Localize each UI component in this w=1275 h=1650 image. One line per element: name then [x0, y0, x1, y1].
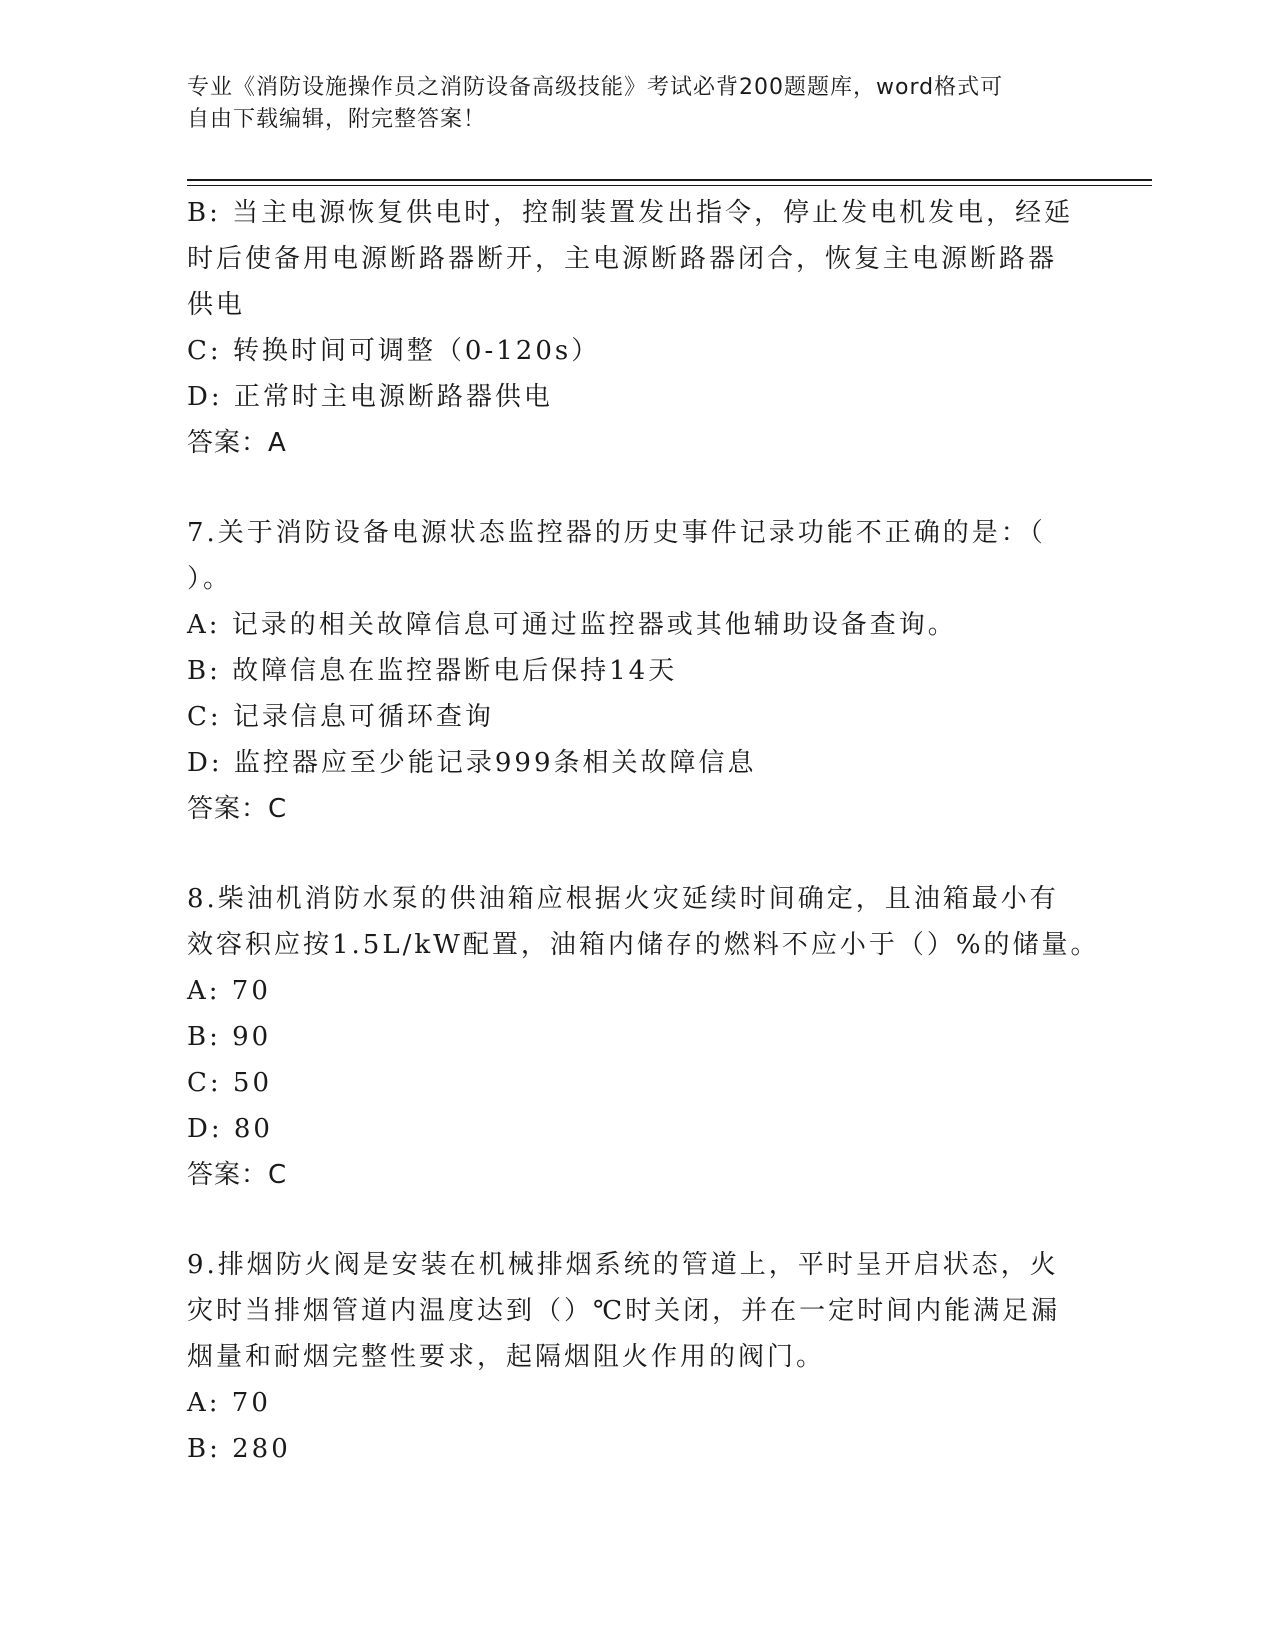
option-d: D: 80 [187, 1114, 273, 1144]
header-line-2: 自由下载编辑，附完整答案！ [187, 107, 487, 132]
spacer [187, 466, 1087, 510]
option-b-line-2: 时后使备用电源断路器断开，主电源断路器闭合，恢复主电源断路器 [187, 244, 1058, 274]
previous-question [187, 190, 1087, 466]
header-rule-thick [187, 179, 1152, 181]
option-d: D: 监控器应至少能记录999条相关故障信息 [187, 748, 757, 778]
document-header [187, 72, 1067, 136]
answer: 答案：A [187, 428, 287, 458]
option-d: D: 正常时主电源断路器供电 [187, 382, 553, 412]
option-a: A: 70 [187, 1388, 271, 1418]
question-stem-line-1: 9.排烟防火阀是安装在机械排烟系统的管道上，平时呈开启状态，火 [187, 1250, 1059, 1280]
option-c: C: 记录信息可循环查询 [187, 702, 494, 732]
question-stem-line-2: 灾时当排烟管道内温度达到（）℃时关闭，并在一定时间内能满足漏 [187, 1296, 1061, 1326]
question-8 [187, 876, 1100, 1198]
answer: 答案：C [187, 794, 288, 824]
option-a: A: 记录的相关故障信息可通过监控器或其他辅助设备查询。 [187, 610, 957, 640]
spacer [187, 1198, 1087, 1242]
answer: 答案：C [187, 1160, 288, 1190]
option-b: B: 故障信息在监控器断电后保持14天 [187, 656, 678, 686]
question-stem-line-2: ）。 [187, 564, 233, 594]
option-a: A: 70 [187, 976, 271, 1006]
question-stem-line-2: 效容积应按1.5L/kW配置，油箱内储存的燃料不应小于（）%的储量。 [187, 930, 1100, 960]
option-c: C: 转换时间可调整（0-120s） [187, 336, 601, 366]
option-c: C: 50 [187, 1068, 273, 1098]
option-b: B: 90 [187, 1022, 272, 1052]
question-stem-line-3: 烟量和耐烟完整性要求，起隔烟阻火作用的阀门。 [187, 1342, 826, 1372]
question-stem-line-1: 8.柴油机消防水泵的供油箱应根据火灾延续时间确定，且油箱最小有 [187, 884, 1059, 914]
header-line-1: 专业《消防设施操作员之消防设备高级技能》考试必背200题题库，word格式可 [187, 75, 1004, 100]
option-b-line-1: B: 当主电源恢复供电时，控制装置发出指令，停止发电机发电，经延 [187, 198, 1074, 228]
question-stem-line-1: 7.关于消防设备电源状态监控器的历史事件记录功能不正确的是：（ [187, 518, 1046, 548]
question-content [187, 190, 1100, 1472]
option-b: B: 280 [187, 1434, 291, 1464]
option-b-line-3: 供电 [187, 290, 246, 320]
question-9 [187, 1242, 1087, 1472]
header-rule-thin [187, 185, 1152, 186]
question-7 [187, 510, 1087, 832]
spacer [187, 832, 1087, 876]
